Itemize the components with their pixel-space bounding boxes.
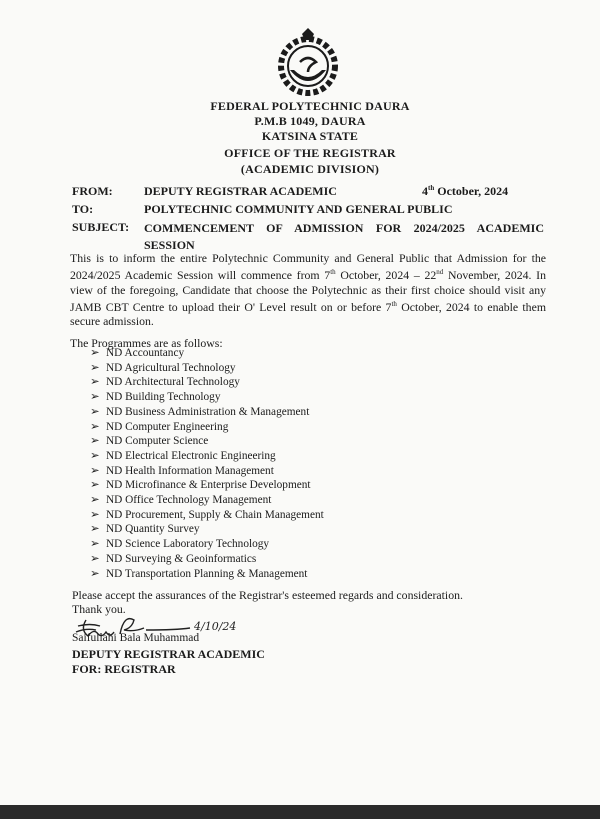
programme-label: ND Architectural Technology (106, 376, 240, 389)
closing-thanks: Thank you. (72, 602, 126, 616)
programme-label: ND Procurement, Supply & Chain Management (106, 508, 324, 521)
programme-label: ND Quantity Survey (106, 523, 200, 536)
arrow-bullet-icon: ➢ (90, 494, 100, 507)
programme-label: ND Science Laboratory Technology (106, 538, 270, 551)
closing-regards: Please accept the assurances of the Registrar's esteemed regards and consideration. (72, 588, 463, 602)
photo-bottom-edge (0, 805, 600, 819)
programme-label: ND Electrical Electronic Engineering (106, 449, 276, 462)
programme-item (90, 375, 324, 390)
arrow-bullet-icon: ➢ (90, 508, 100, 521)
arrow-bullet-icon: ➢ (90, 347, 100, 359)
arrow-bullet-icon: ➢ (90, 538, 100, 551)
body-text: October, 2024 – 22 (335, 268, 437, 283)
programmes-list (90, 346, 324, 581)
arrow-bullet-icon: ➢ (90, 449, 100, 462)
institution-address: P.M.B 1049, DAURA (254, 114, 366, 128)
arrow-bullet-icon: ➢ (90, 479, 100, 492)
date-rest: October, 2024 (434, 184, 509, 198)
programme-label: ND Surveying & Geoinformatics (106, 552, 257, 565)
arrow-bullet-icon: ➢ (90, 435, 100, 448)
institution-name: FEDERAL POLYTECHNIC DAURA (210, 99, 410, 113)
body-sup: nd (436, 268, 444, 277)
programme-label: ND Agricultural Technology (106, 361, 236, 374)
arrow-bullet-icon: ➢ (90, 391, 100, 404)
memo-to (72, 202, 452, 217)
programme-label: ND Computer Science (106, 435, 209, 448)
programme-label: ND Accountancy (106, 347, 185, 359)
programme-item (90, 464, 324, 479)
programme-label: ND Business Administration & Management (106, 405, 310, 418)
body-text: This is to inform the entire Polytechnic Community and General Public that Admission for the 2024/2025 Academic Session will commence from 7 (70, 251, 546, 283)
signature-date: 4/10/24 (194, 620, 237, 633)
programme-item (90, 361, 324, 376)
date-sup: th (428, 184, 435, 192)
programme-item (90, 522, 324, 537)
date-day: 4 (422, 184, 428, 198)
programme-item (90, 493, 324, 508)
arrow-bullet-icon: ➢ (90, 420, 100, 433)
memo-subject (72, 220, 544, 254)
programme-label: ND Health Information Management (106, 464, 274, 477)
arrow-bullet-icon: ➢ (90, 376, 100, 389)
programme-item (90, 405, 324, 420)
programme-label: ND Building Technology (106, 391, 221, 404)
signatory-for: FOR: REGISTRAR (72, 662, 176, 676)
body-sup: th (391, 299, 397, 308)
arrow-bullet-icon: ➢ (90, 464, 100, 477)
programmes-intro: The Programmes are as follows: (70, 336, 223, 350)
programme-item (90, 478, 324, 493)
programme-item (90, 449, 324, 464)
programme-item (90, 390, 324, 405)
body-sup: th (330, 268, 336, 277)
body-text: October, 2024 to enable them secure admission. (70, 299, 546, 329)
programme-item (90, 567, 324, 582)
institution-state: KATSINA STATE (261, 129, 359, 143)
arrow-bullet-icon: ➢ (90, 552, 100, 565)
signatory-name: Saifullahi Bala Muhammad (72, 632, 200, 644)
subject-label: SUBJECT: (72, 220, 130, 234)
arrow-bullet-icon: ➢ (90, 523, 100, 536)
memo-from (72, 184, 337, 199)
arrow-bullet-icon: ➢ (90, 361, 100, 374)
programme-item (90, 420, 324, 435)
programme-item (90, 552, 324, 567)
from-value: DEPUTY REGISTRAR ACADEMIC (144, 184, 337, 198)
to-value: POLYTECHNIC COMMUNITY AND GENERAL PUBLIC (144, 202, 453, 216)
programme-item (90, 537, 324, 552)
programme-item (90, 508, 324, 523)
signatory-title: DEPUTY REGISTRAR ACADEMIC (72, 647, 265, 661)
subject-value: COMMENCEMENT OF ADMISSION FOR 2024/2025 ACADEMIC SESSION (144, 221, 544, 252)
programme-label: ND Microfinance & Enterprise Development (106, 479, 311, 492)
from-label: FROM: (72, 184, 113, 198)
memo-date (422, 184, 508, 199)
body-text: November, 2024. In view of the foregoing, Candidate that choose the Polytechnic as their first choice should visit any JAMB CBT Centre to upload their O' Level result on or before 7 (70, 268, 547, 314)
programme-label: ND Computer Engineering (106, 420, 229, 433)
polytechnic-crest-logo (272, 26, 344, 98)
arrow-bullet-icon: ➢ (90, 567, 100, 580)
programme-item (90, 346, 324, 361)
programme-label: ND Office Technology Management (106, 494, 272, 507)
programme-label: ND Transportation Planning & Management (106, 567, 308, 580)
division-name: (ACADEMIC DIVISION) (240, 162, 380, 176)
office-name: OFFICE OF THE REGISTRAR (224, 146, 396, 160)
to-label: TO: (72, 202, 94, 216)
body-paragraph (70, 251, 546, 328)
arrow-bullet-icon: ➢ (90, 405, 100, 418)
programme-item (90, 434, 324, 449)
